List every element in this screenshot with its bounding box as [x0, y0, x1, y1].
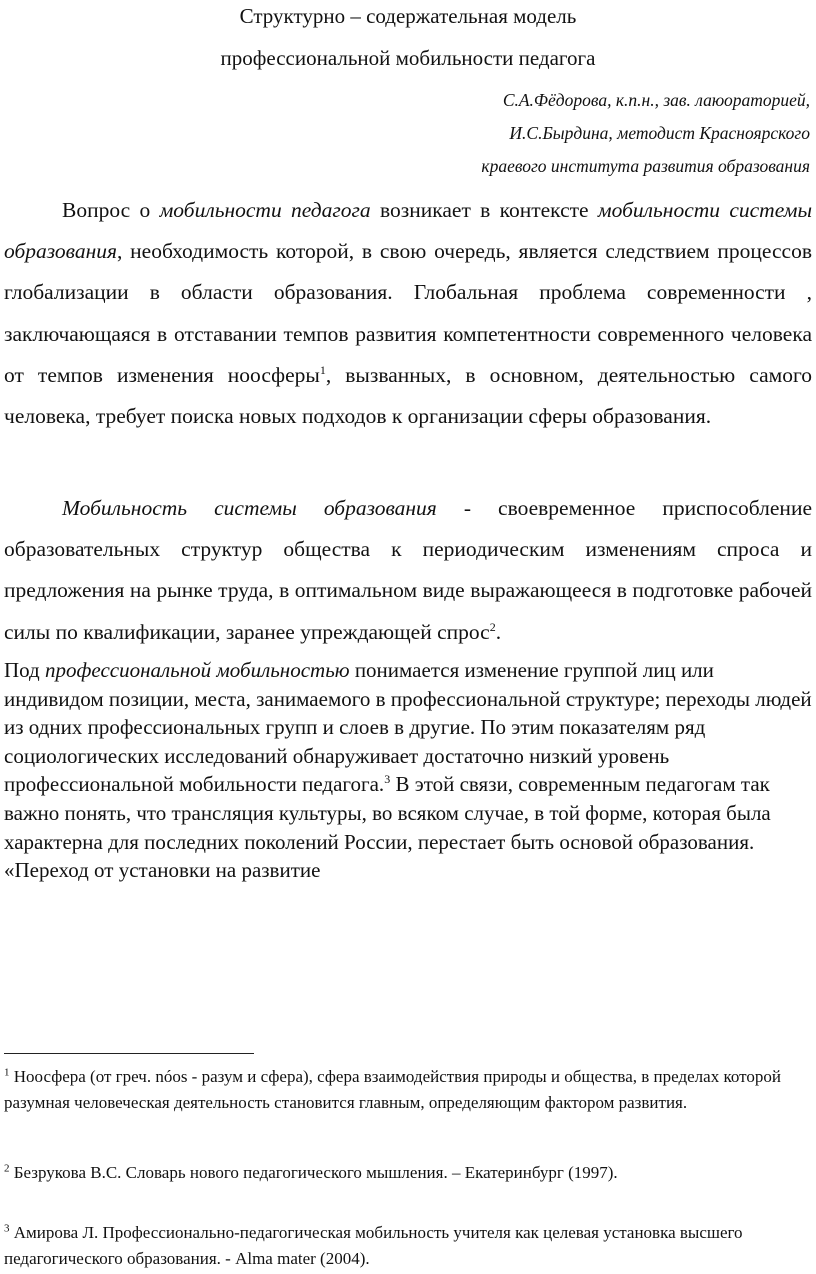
footnote-ref-1: 1 [319, 362, 326, 377]
author-line-3: краевого института развития образования [481, 156, 810, 176]
footnote-2-text: Безрукова В.С. Словарь нового педагогического мышления. – Екатеринбург (1997). [9, 1163, 618, 1182]
p2-italic-1: Мобильность системы образования [62, 496, 437, 520]
author-line-1: С.А.Фёдорова, к.п.н., зав. лаюораторией, [502, 90, 810, 110]
title-line-1: Структурно – содержательная модель [239, 4, 577, 28]
footnote-2-mark: 2 [4, 1162, 10, 1175]
footnote-ref-2: 2 [489, 619, 496, 634]
p1-text-2: возникает в контексте [370, 198, 598, 222]
title-line-2: профессиональной мобильности педагога [220, 46, 596, 70]
p2-text-1: - своевременное приспособление образовательных структур общества к периодическим изменениям спроса и предложения на рынке труда, в оптимальном виде выражающееся в подготовке рабочей силы по квалификации, заранее упреждающей спрос [4, 496, 812, 644]
footnote-divider [4, 1053, 254, 1054]
footnote-ref-3: 3 [384, 772, 391, 787]
p3-text-2: понимается изменение группой лиц или индивидом позиции, места, занимаемого в профессиональной структуре; переходы людей из одних профессиональных групп и слоев в другие. По этим показателям ряд социологических исследований обнаруживает достаточно низкий уровень профессиональной мобильности педагога. [4, 658, 812, 797]
author-line-2: И.С.Быpдина, методист Красноярского [509, 123, 810, 143]
p2-text-2: . [495, 619, 502, 644]
footnote-1-mark: 1 [4, 1066, 10, 1079]
footnote-3-mark: 3 [4, 1222, 10, 1235]
p3-text-3: В этой связи, современным педагогам так важно понять, что трансляция культуры, во всяком случае, в той форме, которая была характерна для последних поколений России, перестает быть основой образования. «Переход от установки на развитие [4, 772, 771, 883]
paragraph-2 [4, 488, 812, 653]
p1-text-1: Вопрос о [62, 198, 160, 222]
footnote-1-text: Ноосфера (от греч. nóos - разум и сфера), сфера взаимодействия природы и общества, в пределах которой разумная человеческая деятельность становится главным, определяющим фактором развития. [4, 1067, 781, 1112]
footnote-2 [4, 1160, 804, 1186]
footnote-3-text: Амирова Л. Профессионально-педагогическая мобильность учителя как целевая установка высшего педагогического образования. - Alma mater (2004). [4, 1223, 743, 1268]
paragraph-1 [4, 190, 812, 437]
paragraph-3 [4, 656, 812, 885]
p1-text-3: , необходимость которой, в свою очередь, является следствием процессов глобализации в области образования. Глобальная проблема современности , заключающаяся в отставании темпов развития компетентности современного человека от темпов изменения ноосферы [4, 239, 812, 387]
p1-italic-1: мобильности педагога [159, 198, 371, 222]
p1-italic-2: мобильности системы образования [4, 198, 812, 264]
footnote-3 [4, 1220, 804, 1272]
p3-italic-1: профессиональной мобильностью [45, 658, 350, 682]
footnote-1 [4, 1064, 804, 1116]
p3-text-1: Под [4, 658, 45, 682]
p1-text-4: , вызванных, в основном, деятельностью самого человека, требует поиска новых подходов к организации сферы образования. [4, 362, 812, 429]
